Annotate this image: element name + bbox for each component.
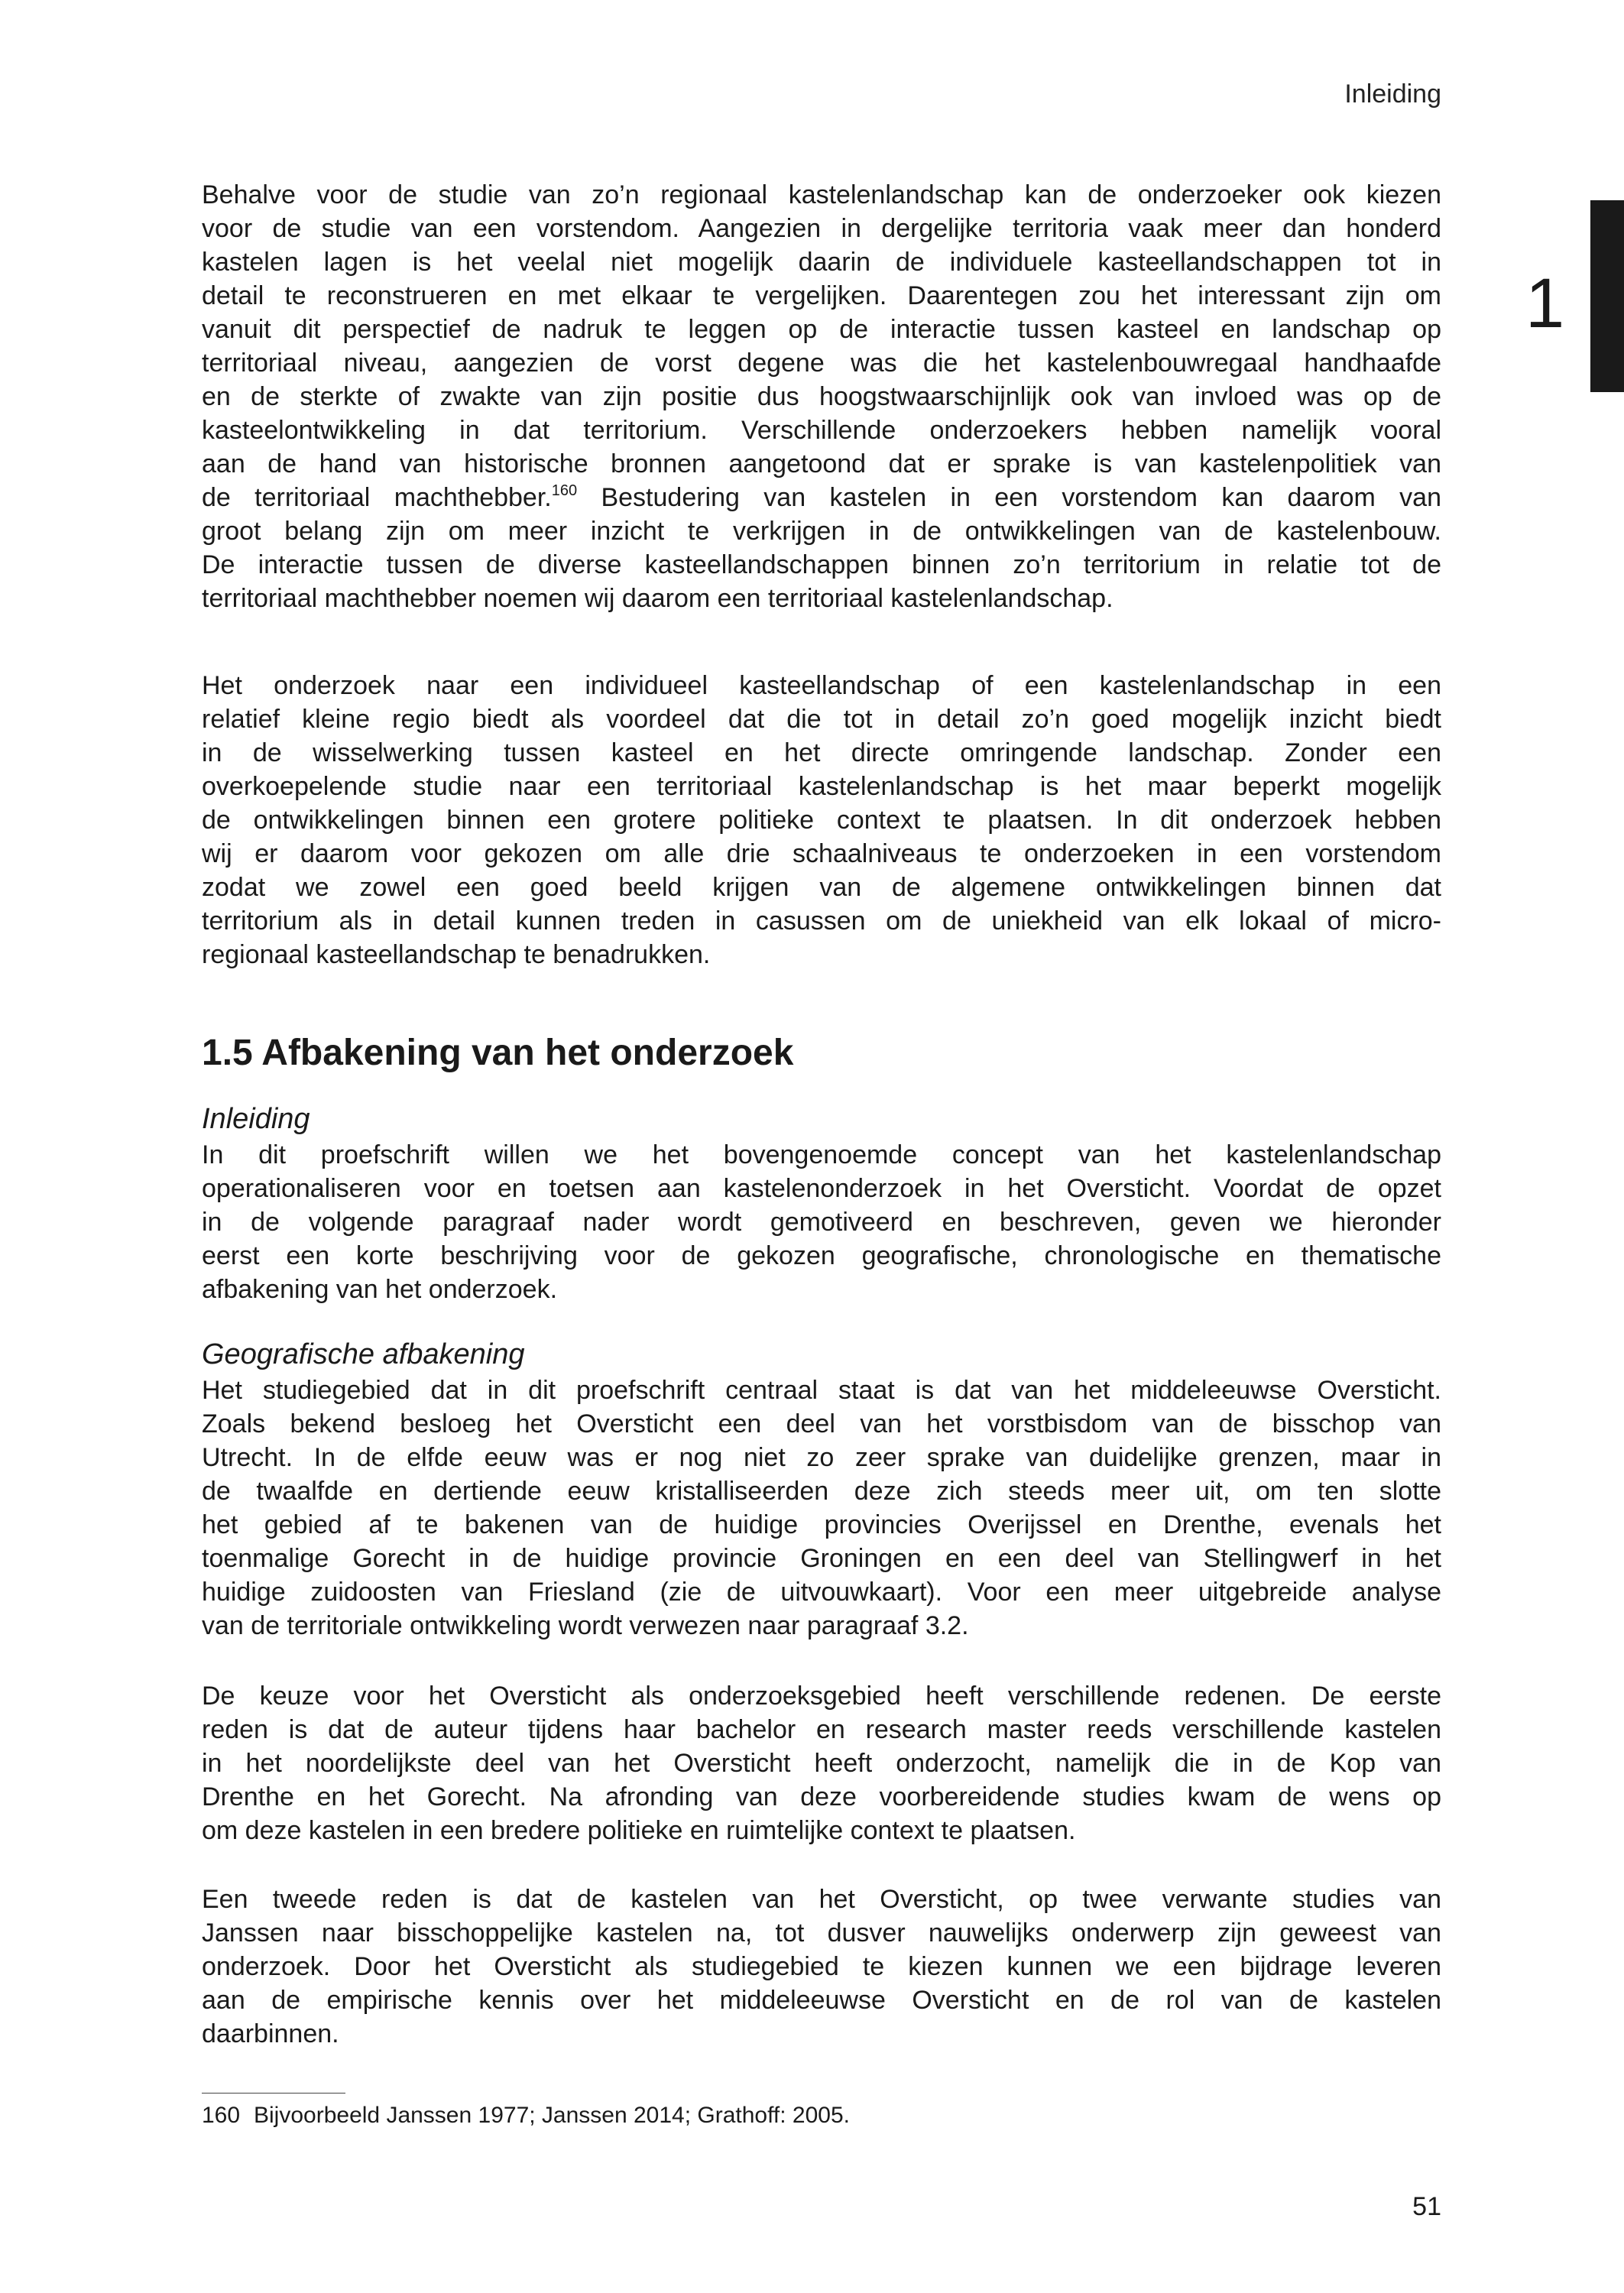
footnote-reference[interactable]: 160	[551, 482, 578, 499]
text-line: In dit proefschrift willen we het bovengenoemde concept van het kastelenlandschap	[202, 1140, 1441, 1169]
text-line: overkoepelende studie naar een territoriaal kastelenlandschap is het maar beperkt mogelijk	[202, 772, 1441, 801]
text-line: eerst een korte beschrijving voor de gekozen geografische, chronologische en thematische	[202, 1241, 1441, 1270]
page-number: 51	[1412, 2192, 1441, 2221]
text-line: Janssen naar bisschoppelijke kastelen na, tot dusver nauwelijks onderwerp zijn geweest van	[202, 1918, 1441, 1948]
text-line: Utrecht. In de elfde eeuw was er nog niet zo zeer sprake van duidelijke grenzen, maar in	[202, 1443, 1441, 1472]
text-line: vanuit dit perspectief de nadruk te leggen op de interactie tussen kasteel en landschap op	[202, 315, 1441, 344]
text-line: kasteelontwikkeling in dat territorium. Verschillende onderzoekers hebben namelijk vooral	[202, 416, 1441, 445]
text-line	[202, 481, 1441, 514]
text-line: toenmalige Gorecht in de huidige provincie Groningen en een deel van Stellingwerf in het	[202, 1544, 1441, 1573]
section-heading: 1.5 Afbakening van het onderzoek	[202, 1033, 794, 1073]
text-line: in de wisselwerking tussen kasteel en het directe omringende landschap. Zonder een	[202, 738, 1441, 767]
paragraph-keuze	[202, 1679, 1441, 1847]
running-head: Inleiding	[1344, 79, 1441, 109]
text-line: territoriaal niveau, aangezien de vorst degene was die het kastelenbouwregaal handhaafde	[202, 349, 1441, 378]
text-line: afbakening van het onderzoek.	[202, 1275, 558, 1304]
text-line: de ontwikkelingen binnen een grotere politieke context te plaatsen. In dit onderzoek hebben	[202, 806, 1441, 835]
text-line: onderzoek. Door het Oversticht als studiegebied te kiezen kunnen we een bijdrage leveren	[202, 1952, 1441, 1981]
text-line: wij er daarom voor gekozen om alle drie schaalniveaus te onderzoeken in een vorstendom	[202, 839, 1441, 868]
text-line: het gebied af te bakenen van de huidige provincies Overijssel en Drenthe, evenals het	[202, 1510, 1441, 1539]
text-line: voor de studie van een vorstendom. Aangezien in dergelijke territoria vaak meer dan honderd	[202, 214, 1441, 243]
text-line: Een tweede reden is dat de kastelen van het Oversticht, op twee verwante studies van	[202, 1885, 1441, 1914]
text-line: zodat we zowel een goed beeld krijgen van de algemene ontwikkelingen binnen dat	[202, 873, 1441, 902]
footnote-text: Bijvoorbeeld Janssen 1977; Janssen 2014; Grathoff: 2005.	[254, 2103, 850, 2128]
text-line: Het onderzoek naar een individueel kasteellandschap of een kastelenlandschap in een	[202, 671, 1441, 700]
footnote	[202, 2100, 850, 2131]
footnote-divider	[202, 2093, 345, 2094]
text-line: Het studiegebied dat in dit proefschrift centraal staat is dat van het middeleeuwse Oversticht.	[202, 1376, 1441, 1405]
text-line: Zoals bekend besloeg het Oversticht een deel van het vorstbisdom van de bisschop van	[202, 1409, 1441, 1438]
chapter-tab-marker	[1590, 200, 1624, 392]
text-line: groot belang zijn om meer inzicht te verkrijgen in de ontwikkelingen van de kastelenbouw.	[202, 517, 1441, 546]
text-line: Drenthe en het Gorecht. Na afronding van deze voorbereidende studies kwam de wens op	[202, 1782, 1441, 1811]
text-line: De interactie tussen de diverse kasteellandschappen binnen zo’n territorium in relatie tot de	[202, 550, 1441, 579]
chapter-number: 1	[1525, 264, 1565, 342]
text-line: operationaliseren voor en toetsen aan kastelenonderzoek in het Oversticht. Voordat de opzet	[202, 1174, 1441, 1203]
text-line: territorium als in detail kunnen treden in casussen om de uniekheid van elk lokaal of micro-	[202, 906, 1441, 936]
text-line: kastelen lagen is het veelal niet mogelijk daarin de individuele kasteellandschappen tot in	[202, 248, 1441, 277]
text-segment: Bestudering van kastelen in een vorstendom kan daarom van	[577, 483, 1442, 512]
subheading-inleiding: Inleiding	[202, 1103, 310, 1135]
text-line: de twaalfde en dertiende eeuw kristalliseerden deze zich steeds meer uit, om ten slotte	[202, 1477, 1441, 1506]
paragraph-tweede-reden	[202, 1883, 1441, 2051]
text-line: daarbinnen.	[202, 2019, 339, 2048]
text-line: aan de hand van historische bronnen aangetoond dat er sprake is van kastelenpolitiek van	[202, 449, 1441, 478]
text-line: in de volgende paragraaf nader wordt gemotiveerd en beschreven, geven we hieronder	[202, 1208, 1441, 1237]
text-line: in het noordelijkste deel van het Oversticht heeft onderzocht, namelijk die in de Kop van	[202, 1749, 1441, 1778]
paragraph-inleiding	[202, 1138, 1441, 1306]
text-line: van de territoriale ontwikkeling wordt verwezen naar paragraaf 3.2.	[202, 1611, 969, 1640]
text-line: reden is dat de auteur tijdens haar bachelor en research master reeds verschillende kastelen	[202, 1715, 1441, 1744]
text-line: De keuze voor het Oversticht als onderzoeksgebied heeft verschillende redenen. De eerste	[202, 1682, 1441, 1711]
text-line: om deze kastelen in een bredere politieke en ruimtelijke context te plaatsen.	[202, 1816, 1076, 1845]
paragraph-kastelenlandschap	[202, 178, 1441, 615]
text-line: aan de empirische kennis over het middeleeuwse Oversticht en de rol van de kastelen	[202, 1986, 1441, 2015]
paragraph-studiegebied	[202, 1374, 1441, 1643]
footnote-number: 160	[202, 2103, 241, 2128]
text-line: Behalve voor de studie van zo’n regionaal kastelenlandschap kan de onderzoeker ook kiezen	[202, 180, 1441, 209]
text-line: territoriaal machthebber noemen wij daarom een territoriaal kastelenlandschap.	[202, 584, 1113, 613]
subheading-geografische-afbakening: Geografische afbakening	[202, 1338, 525, 1370]
text-segment: de territoriaal machthebber.	[202, 483, 552, 512]
text-line: regionaal kasteellandschap te benadrukken.	[202, 940, 711, 969]
paragraph-schaalniveaus	[202, 669, 1441, 971]
text-line: en de sterkte of zwakte van zijn positie dus hoogstwaarschijnlijk ook van invloed was op de	[202, 382, 1441, 411]
text-line: huidige zuidoosten van Friesland (zie de uitvouwkaart). Voor een meer uitgebreide analyse	[202, 1578, 1441, 1607]
text-line: relatief kleine regio biedt als voordeel dat die tot in detail zo’n goed mogelijk inzicht biedt	[202, 705, 1441, 734]
text-line: detail te reconstrueren en met elkaar te vergelijken. Daarentegen zou het interessant zijn om	[202, 281, 1441, 310]
